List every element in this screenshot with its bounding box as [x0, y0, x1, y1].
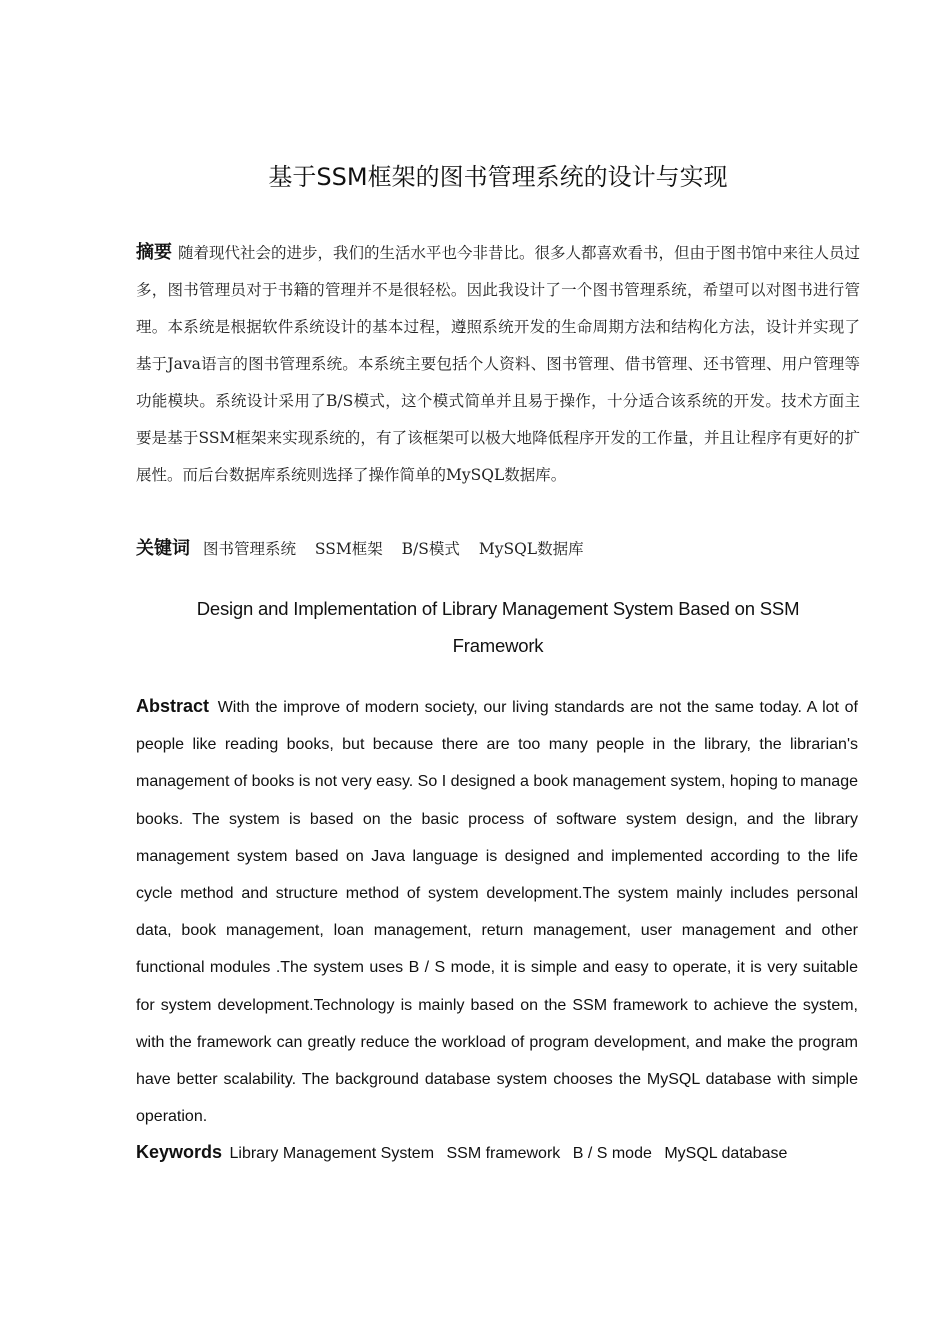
english-keyword: MySQL database: [664, 1145, 788, 1162]
chinese-keyword: 图书管理系统: [202, 540, 296, 558]
english-title: Design and Implementation of Library Management System Based on SSM Framework: [196, 598, 800, 656]
english-keywords-label: Keywords: [136, 1142, 223, 1162]
english-keyword: Library Management System: [229, 1145, 435, 1162]
english-keyword: SSM framework: [446, 1145, 561, 1162]
chinese-keywords-label: 关键词: [136, 538, 190, 559]
chinese-keyword: MySQL数据库: [478, 540, 584, 558]
chinese-abstract-text: 随着现代社会的进步，我们的生活水平也今非昔比。很多人都喜欢看书，但由于图书馆中来往人员过多，图书管理员对于书籍的管理并不是很轻松。因此我设计了一个图书管理系统，希望可以对图书进行管理。本系统是根据软件系统设计的基本过程，遵照系统开发的生命周期方法和结构化方法，设计并实现了基于Java语言的图书管理系统。本系统主要包括个人资料、图书管理、借书管理、还书管理、用户管理等功能模块。系统设计采用了B/S模式，这个模式简单并且易于操作，十分适合该系统的开发。技术方面主要是基于SSM框架来实现系统的，有了该框架可以极大地降低程序开发的工作量，并且让程序有更好的扩展性。而后台数据库系统则选择了操作简单的MySQL数据库。: [136, 244, 861, 484]
chinese-abstract-label: 摘要: [136, 242, 172, 263]
chinese-keywords: [136, 531, 860, 567]
chinese-title: 基于SSM框架的图书管理系统的设计与实现: [268, 163, 728, 191]
chinese-keyword: SSM框架: [314, 540, 383, 558]
english-keywords: [136, 1134, 860, 1172]
english-keyword: B / S mode: [572, 1145, 652, 1162]
english-abstract: [136, 688, 858, 1135]
english-abstract-text: With the improve of modern society, our living standards are not the same today. A lot of people like reading books, but because there are too many people in the library, the librarian's management of books is not very easy. So I designed a book management system, hoping to manage books. The system is based on the basic process of software system design, and the library management system based on Java language is designed and implemented according to the life cycle method and structure method of system development.The system mainly includes personal data, book management, loan management, return management, user management and other functional modules .The system uses B / S mode, it is simple and easy to operate, it is very suitable for system development.Technology is mainly based on the SSM framework to achieve the system, with the framework can greatly reduce the workload of program development, and make the program have better scalability. The background database system chooses the MySQL database with simple operation.: [136, 699, 858, 1126]
english-abstract-label: Abstract: [136, 696, 210, 716]
chinese-keyword: B/S模式: [401, 540, 460, 558]
chinese-abstract: [136, 234, 860, 494]
